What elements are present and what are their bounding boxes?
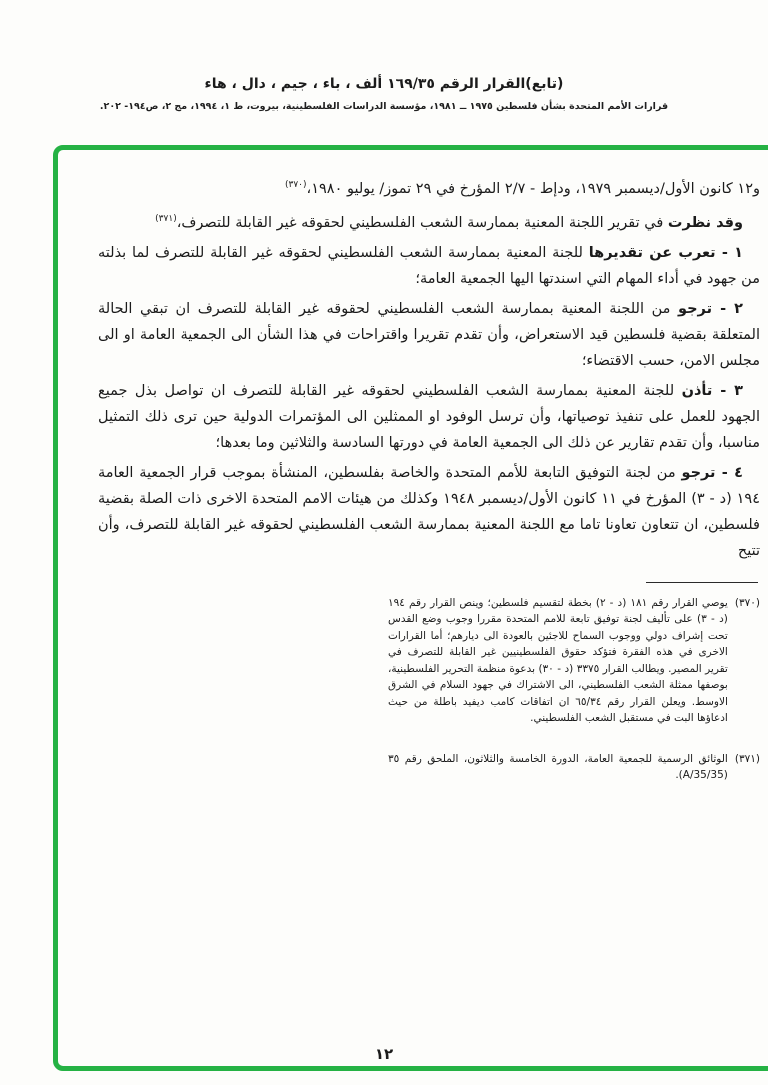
footnote-text: الوثائق الرسمية للجمعية العامة، الدورة الخامسة والثلاثون، الملحق رقم ٣٥ (A/35/35). (388, 752, 728, 782)
paragraph-text: من اللجنة المعنية بممارسة الشعب الفلسطيني لحقوقه غير القابلة للتصرف ان تبقي الحالة المتعلقة بقضية فلسطين قيد الاستعراض، وأن تقدم تقريرا واقتراحات في هذا الشأن الى الجمعية العامة او الى مجلس الامن، حسب الاقتضاء؛ (98, 300, 760, 369)
paragraph-text: و١٢ كانون الأول/ديسمبر ١٩٧٩، ودإط - ٢/٧ المؤرخ في ٢٩ تموز/ يوليو ١٩٨٠، (306, 180, 760, 197)
paragraph-lead: ٤ - ترجو (681, 464, 743, 481)
paragraph-operative-3 (98, 378, 760, 456)
resolution-title: (تابع)القرار الرقم ١٦٩/٣٥ ألف ، باء ، جيم ، دال ، هاء (204, 76, 564, 92)
paragraph-lead: ٢ - ترجو (678, 300, 743, 317)
paragraph-preamble-report (98, 206, 760, 236)
paragraph-lead: ٣ - تأذن (681, 382, 743, 399)
footnote-separator (646, 582, 758, 583)
source-citation: قرارات الأمم المتحدة بشأن فلسطين ١٩٧٥ ــ ١٩٨١، مؤسسة الدراسات الفلسطينية، بيروت، ط ١، ١٩٩٤، مج ٢، ص١٩٤- ٢٠٢. (99, 101, 669, 112)
footnote-marker: (٣٧١) (734, 752, 760, 765)
highlight-border-box (53, 145, 768, 1071)
paragraph-lead: ١ - تعرب عن تقديرها (588, 244, 744, 261)
paragraph-preamble-dates (98, 172, 760, 202)
footnote-marker: (٣٧٠) (734, 596, 760, 609)
paragraph-text: في تقرير اللجنة المعنية بممارسة الشعب الفلسطيني لحقوقه غير القابلة للتصرف، (176, 214, 664, 231)
footnote-text: يوصي القرار رقم ١٨١ (د - ٢) بخطة لتقسيم فلسطين؛ وينص القرار رقم ١٩٤ (د - ٣) على تأليف لجنة توفيق تابعة للامم المتحدة مقررا وجوب وضع القدس تحت إشراف دولي ووجوب السماح للاجئين بالعودة الى ديارهم؛ أما القرارات الاخرى في هذه الفقرة فتؤكد حقوق الفلسطينيين غير القابلة للتصرف في تقرير المصير. ويطالب القرار ٣٣٧٥ (د - ٣٠) بدعوة منظمة التحرير الفلسطينية، بوصفها ممثلة الشعب الفلسطيني، الى الاشتراك في جهود السلام في الشرق الاوسط. ويعلن القرار رقم ٦٥/٣٤ ان اتفاقات كامب ديفيد باطلة من حيث ادعاؤها البت في مستقبل الشعب الفلسطيني. (388, 596, 728, 725)
paragraph-operative-1 (98, 240, 760, 292)
footnotes-section (388, 582, 760, 784)
page-number: ١٢ (374, 1045, 394, 1063)
footnote-ref-371: (٣٧١) (155, 213, 177, 224)
paragraph-text: للجنة المعنية بممارسة الشعب الفلسطيني لحقوقه غير القابلة للتصرف لما بذلته من جهود في أداء المهام التي اسندتها اليها الجمعية العامة؛ (98, 244, 760, 287)
resolution-body (98, 172, 760, 564)
paragraph-operative-2 (98, 296, 760, 374)
paragraph-text: للجنة المعنية بممارسة الشعب الفلسطيني لحقوقه غير القابلة للتصرف ان تواصل بذل جميع الجهود للعمل على تنفيذ توصياتها، وأن ترسل الوفود او الممثلين الى المؤتمرات الدولية حين ترى ذلك التمثيل مناسبا، وأن تقدم تقارير عن ذلك الى الجمعية العامة في دورتها السادسة والثلاثين وما بعدها؛ (98, 382, 760, 451)
paragraph-lead: وقد نظرت (667, 214, 743, 231)
paragraph-operative-4 (98, 460, 760, 564)
footnote-370 (388, 595, 760, 727)
document-header (0, 76, 768, 112)
footnote-ref-370: (٣٧٠) (284, 180, 307, 190)
paragraph-text: من لجنة التوفيق التابعة للأمم المتحدة والخاصة بفلسطين، المنشأة بموجب قرار الجمعية العامة ١٩٤ (د - ٣) المؤرخ في ١١ كانون الأول/ديسمبر ١٩٤٨ وكذلك من هيئات الامم المتحدة الاخرى ذات الصلة بقضية فلسطين، ان تتعاون تعاونا تاما مع اللجنة المعنية بممارسة الشعب الفلسطيني لحقوقه غير القابلة للتصرف، وأن تتيح (98, 464, 760, 559)
footnote-371 (388, 751, 760, 784)
